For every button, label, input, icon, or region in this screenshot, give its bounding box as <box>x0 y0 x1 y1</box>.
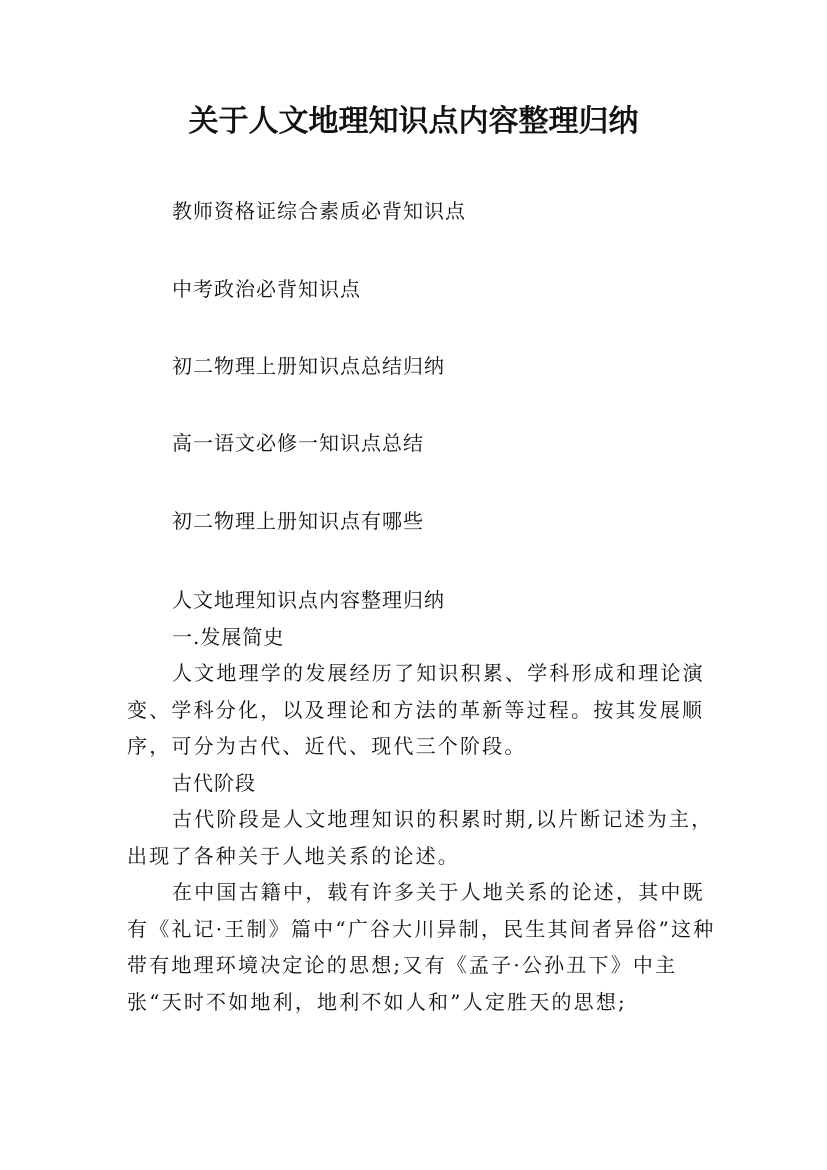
related-link[interactable]: 初二物理上册知识点有哪些 <box>172 509 424 533</box>
paragraph: 人文地理学的发展经历了知识积累、学科形成和理论演变、学科分化，以及理论和方法的革新等过程。按其发展顺序，可分为古代、近代、现代三个阶段。 <box>127 661 705 758</box>
subsection-heading: 一.发展简史 <box>172 624 285 649</box>
document-title: 关于人文地理知识点内容整理归纳 <box>188 104 639 139</box>
related-link[interactable]: 教师资格证综合素质必背知识点 <box>172 199 466 223</box>
related-link[interactable]: 初二物理上册知识点总结归纳 <box>172 354 445 378</box>
related-link[interactable]: 高一语文必修一知识点总结 <box>172 431 424 455</box>
paragraph: 在中国古籍中，载有许多关于人地关系的论述，其中既有《礼记·王制》篇中“广谷大川异制，民生其间者异俗”这种带有地理环境决定论的思想;又有《孟子·公孙丑下》中主张“天时不如地利，地利不如人和”人定胜天的思想; <box>127 880 716 1014</box>
subsection-heading: 古代阶段 <box>172 770 256 795</box>
article-body <box>127 582 717 1020</box>
section-heading: 人文地理知识点内容整理归纳 <box>172 588 445 612</box>
related-link[interactable]: 中考政治必背知识点 <box>172 277 361 301</box>
paragraph: 古代阶段是人文地理知识的积累时期,以片断记述为主，出现了各种关于人地关系的论述。 <box>127 807 714 868</box>
